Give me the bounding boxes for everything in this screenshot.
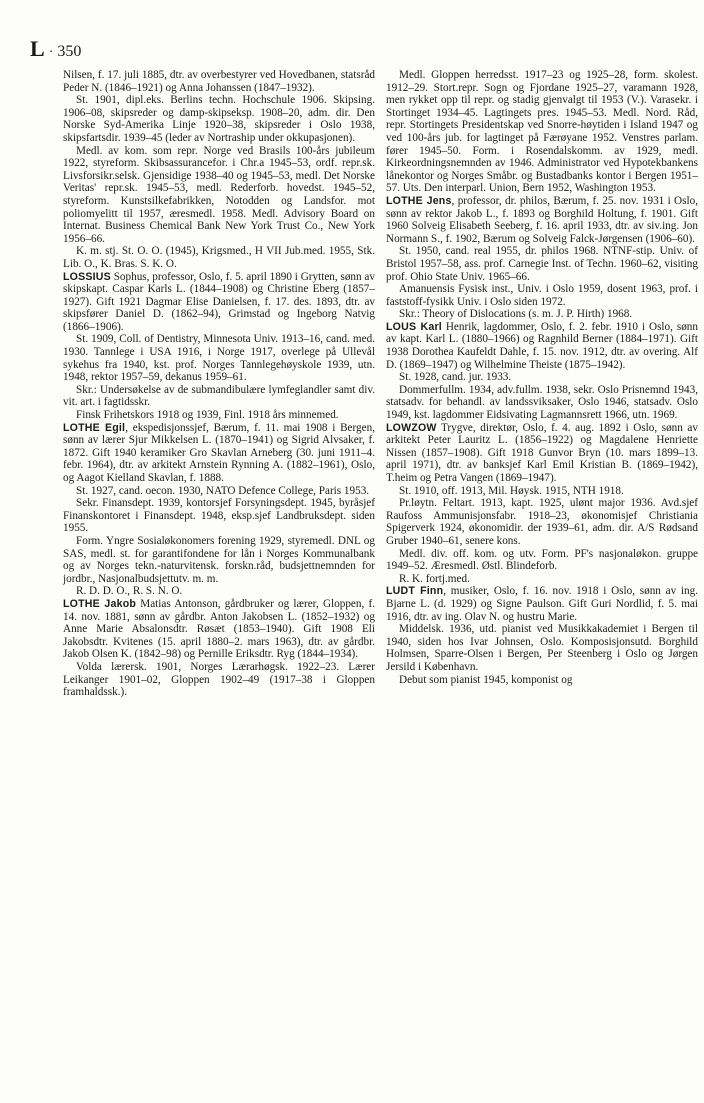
entry-text: St. 1950, cand. real 1955, dr. philos 1968. NTNF-stip. Univ. of Bristol 1957–58, ass. prof. Carnegie Inst. of Techn. 1960–62, visiting prof. Ohio State Univ. 1965–66. (386, 245, 698, 283)
entry-headword: LOTHE Egil (63, 421, 126, 434)
entry-paragraph (386, 573, 698, 586)
page-header (30, 36, 81, 62)
entry-text: Amanuensis Fysisk inst., Univ. i Oslo 1959, dosent 1963, prof. i faststoff-fysikk Univ. i Oslo siden 1972. (386, 283, 698, 308)
entry-paragraph (63, 535, 375, 585)
entry-paragraph (386, 548, 698, 573)
entry-paragraph (63, 598, 375, 661)
entry-paragraph (63, 94, 375, 144)
entry-text: Nilsen, f. 17. juli 1885, dtr. av overbestyrer ved Hovedbanen, statsråd Peder N. (1846–1921) og Anna Johanssen (1847–1932). (63, 69, 375, 94)
entry-paragraph (386, 485, 698, 498)
entry-paragraph (63, 145, 375, 246)
entry-text: Sophus, professor, Oslo, f. 5. april 1890 i Grytten, sønn av skipskapt. Caspar Karls L. (1844–1908) og Christine Eberg (1857–1927). Gift 1921 Dagmar Elise Danielsen, f. 17. des. 1893, dtr. av skipsfører Daniel D. (1862–94), Grimstad og Ingeborg Natvig (1866–1906). (63, 270, 375, 333)
page-number: 350 (57, 43, 82, 60)
entry-headword: LOSSIUS (63, 270, 111, 283)
entry-paragraph (63, 333, 375, 383)
entry-paragraph (63, 409, 375, 422)
entry-paragraph (63, 422, 375, 485)
left-column (63, 69, 375, 699)
entry-text: Pr.løytn. Feltart. 1913, kapt. 1925, ulønt major 1936. Avd.sjef Raufoss Ammunisjonsfabr. 1918–23, økonomisjef Christiania Spigerverk 1924, økonomidir. der 1939–61, adm. dir. A/S Rødsand Gruber 1940–61, senere kons. (386, 497, 698, 547)
entry-text: St. 1928, cand. jur. 1933. (399, 371, 512, 384)
entry-paragraph (63, 69, 375, 94)
entry-paragraph (386, 384, 698, 422)
entry-text: , ekspedisjonssjef, Bærum, f. 11. mai 1908 i Bergen, sønn av lærer Sjur Mikkelsen L. (1870–1941) og Sigrid Alvsaker, f. 1872. Gift 1940 keramiker Gro Skavlan Arneberg (30. juni 1911–4. febr. 1964), dtr. av arkitekt Arnstein Rynning A. (1882–1961), Oslo, og Aagot Kielland Skavlan, f. 1888. (63, 421, 375, 484)
entry-text: Medl. Gloppen herredsst. 1917–23 og 1925–28, form. skolest. 1912–29. Stort.repr. Sogn og Fjordane 1925–27, varamann 1928, men rykket opp til repr. og stadig gjenvalgt til 1953 (V.). Varasekr. i Stortinget 1934–45. Lagtingets pres. 1945–53. Medl. Nord. Råd, repr. Stortingets Presidentskap ved Snorre-høytiden i Island 1947 og ved 100-års jub. for lagtinget på Færøyane 1952. Venstres parlam. fører 1945–50. Form. i Rosendalskomm. av 1929, medl. Kirkeordningsnemnden av 1946. Administrator ved Hypotekbankens lånekontor og Norges Småbr. og Bustadbanks kontor i Bergen 1951–57. Uts. Den interparl. Union, Bern 1952, Washington 1953. (386, 69, 698, 195)
entry-paragraph (63, 271, 375, 334)
entry-paragraph (386, 308, 698, 321)
entry-headword: LUDT Finn (386, 585, 444, 598)
entry-text: St. 1901, dipl.eks. Berlins techn. Hochschule 1906. Skipsing. 1906–08, skipsreder og damp-skipseksp. 1908–20, adm. dir. Den Norske Syd-Amerika Linje 1920–38, skipsreder i Oslo 1938, skipsfartsdir. 1939–45 (leder av Nortraship under okkupasjonen). (63, 94, 375, 144)
entry-text: Sekr. Finansdept. 1939, kontorsjef Forsyningsdept. 1945, byråsjef Finanskontoret i Finansdept. 1948, eksp.sjef Landbruksdept. siden 1955. (63, 497, 375, 535)
section-letter: L (30, 36, 45, 61)
entry-headword: LOTHE Jakob (63, 597, 137, 610)
entry-text: R. D. D. O., R. S. N. O. (76, 585, 183, 598)
entry-text: Middelsk. 1936, utd. pianist ved Musikkakademiet i Bergen til 1940, siden hos Ivar Johnsen, Oslo. Komposisjonsutd. Borghild Holmsen, Sparre-Olsen i Bergen, Per Steenberg i Oslo og Jørgen Jersild i København. (386, 623, 698, 673)
entry-text: Finsk Frihetskors 1918 og 1939, Finl. 1918 års minnemed. (76, 409, 339, 422)
entry-text: Skr.: Theory of Dislocations (s. m. J. P. Hirth) 1968. (399, 308, 633, 321)
entry-text: St. 1909, Coll. of Dentistry, Minnesota Univ. 1913–16, cand. med. 1930. Tannlege i USA 1916, i Norge 1917, overlege på Ullevål sykehus fra 1940, kst. prof. Norges Tannlegehøyskole 1939, utn. 1948, rektor 1957–59, dekanus 1959–61. (63, 333, 375, 384)
entry-headword: LOTHE Jens (386, 194, 452, 207)
entry-text: Medl. av kom. som repr. Norge ved Brasils 100-års jubileum 1922, styreform. Skibsassurancefor. i Chr.a 1945–53, ordf. repr.sk. Livsforsikr.selsk. Gjensidige 1938–40 og 1945–53, medl. Det Norske Veritas' repr.sk. 1945–53, medl. Rederforb. hovedst. 1945–52, styreform. Kunstsilkefabrikken, Notodden og Landsfor. mot poliomyelitt til 1957, æresmedl. 1958. Medl. Advisory Board on Internat. Business Chemical Bank New York Trust Co., New York 1956–66. (63, 144, 375, 245)
entry-paragraph (63, 585, 375, 598)
entry-text: St. 1910, off. 1913, Mil. Høysk. 1915, NTH 1918. (399, 484, 624, 497)
entry-paragraph (386, 497, 698, 547)
header-separator: · (48, 45, 54, 60)
entry-paragraph (386, 623, 698, 673)
entry-text: Skr.: Undersøkelse av de submandibulære lymfeglandler samt div. vit. art. i fagtidsskr. (63, 383, 375, 409)
entry-paragraph (386, 371, 698, 384)
entry-paragraph (63, 497, 375, 535)
entry-headword: LOWZOW (386, 421, 437, 434)
entry-text: Trygve, direktør, Oslo, f. 4. aug. 1892 i Oslo, sønn av arkitekt Peter Lauritz L. (1856–1922) og Magdalene Henriette Nissen (1857–1908). Gift 1918 Gunvor Bryn (10. mars 1899–13. april 1971), dtr. av banksjef Karl Emil Kristian B. (1869–1942), T.heim og Petra Vangen (1869–1947). (386, 421, 698, 484)
entry-paragraph (63, 661, 375, 699)
entry-paragraph (386, 245, 698, 283)
entry-text: K. m. stj. St. O. O. (1945), Krigsmed., H VII Jub.med. 1955, Stk. Lib. O., K. Bras. S. K. O. (63, 245, 375, 270)
entry-text: , professor, dr. philos, Bærum, f. 25. nov. 1931 i Oslo, sønn av rektor Jakob L., f. 1893 og Borghild Holtung, f. 1901. Gift 1960 Solveig Elisabeth Seeberg, f. 16. april 1933, dtr. av siv.ing. Jon Normann S., f. 1902, Bærum og Solveig Falck-Jørgensen (1906–60). (386, 194, 698, 245)
entry-text: Henrik, lagdommer, Oslo, f. 2. febr. 1910 i Oslo, sønn av kapt. Karl L. (1880–1966) og Ragnhild Berner (1884–1971). Gift 1938 Dorothea Kaufeldt Dahle, f. 15. nov. 1912, dtr. av overing. Alf D. (1869–1947) og Wilhelmine Theiste (1875–1942). (386, 320, 698, 371)
entry-text: Debut som pianist 1945, komponist og (399, 673, 573, 686)
entry-paragraph (63, 245, 375, 270)
entry-paragraph (386, 422, 698, 485)
entry-text: Form. Yngre Sosialøkonomers forening 1929, styremedl. DNL og SAS, medl. st. for garantifondene for lån i Norges Kommunalbank og av Norges tekn.-naturvitensk. forskn.råd, budsjettnemnden for jordbr., Nasjonalbudsjettutv. m. m. (63, 534, 375, 585)
entry-paragraph (386, 195, 698, 245)
right-column (386, 69, 698, 686)
entry-text: Matias Antonson, gårdbruker og lærer, Gloppen, f. 14. nov. 1881, sønn av gårdbr. Anton Jakobsen L. (1852–1932) og Anne Marie Absalonsdtr. Røsæt (1853–1940). Gift 1908 Eli Jakobsdtr. Kvitenes (15. april 1880–2. mars 1963), dtr. av gårdbr. Jakob Olsen K. (1842–98) og Pernille Eriksdtr. Ryg (1844–1934). (63, 597, 375, 661)
entry-paragraph (63, 384, 375, 409)
entry-text: St. 1927, cand. oecon. 1930, NATO Defence College, Paris 1953. (76, 484, 370, 497)
entry-paragraph (386, 585, 698, 623)
entry-text: Medl. div. off. kom. og utv. Form. PF's nasjonaløkon. gruppe 1949–52. Æresmedl. Østl. Blindeforb. (386, 547, 698, 573)
entry-paragraph (386, 321, 698, 371)
entry-text: , musiker, Oslo, f. 16. nov. 1918 i Oslo, sønn av ing. Bjarne L. (d. 1929) og Signe Paulson. Gift Guri Nordlid, f. 5. mai 1916, dtr. av ing. Olav N. og hustru Marie. (386, 585, 698, 623)
entry-paragraph (386, 283, 698, 308)
entry-paragraph (386, 674, 698, 687)
entry-headword: LOUS Karl (386, 320, 442, 333)
entry-paragraph (63, 485, 375, 498)
entry-text: Dommerfullm. 1934, adv.fullm. 1938, sekr. Oslo Prisnemnd 1943, statsadv. for behandl. av landssviksaker, Oslo 1946, statsadv. Oslo 1949, kst. lagdommer Eidsivating Lagmannsrett 1966, utn. 1969. (386, 383, 698, 422)
entry-paragraph (386, 69, 698, 195)
entry-text: Volda lærersk. 1901, Norges Lærarhøgsk. 1922–23. Lærer Leikanger 1901–02, Gloppen 1902–49 (1917–38 i Gloppen framhaldssk.). (63, 660, 375, 699)
entry-text: R. K. fortj.med. (399, 572, 470, 585)
